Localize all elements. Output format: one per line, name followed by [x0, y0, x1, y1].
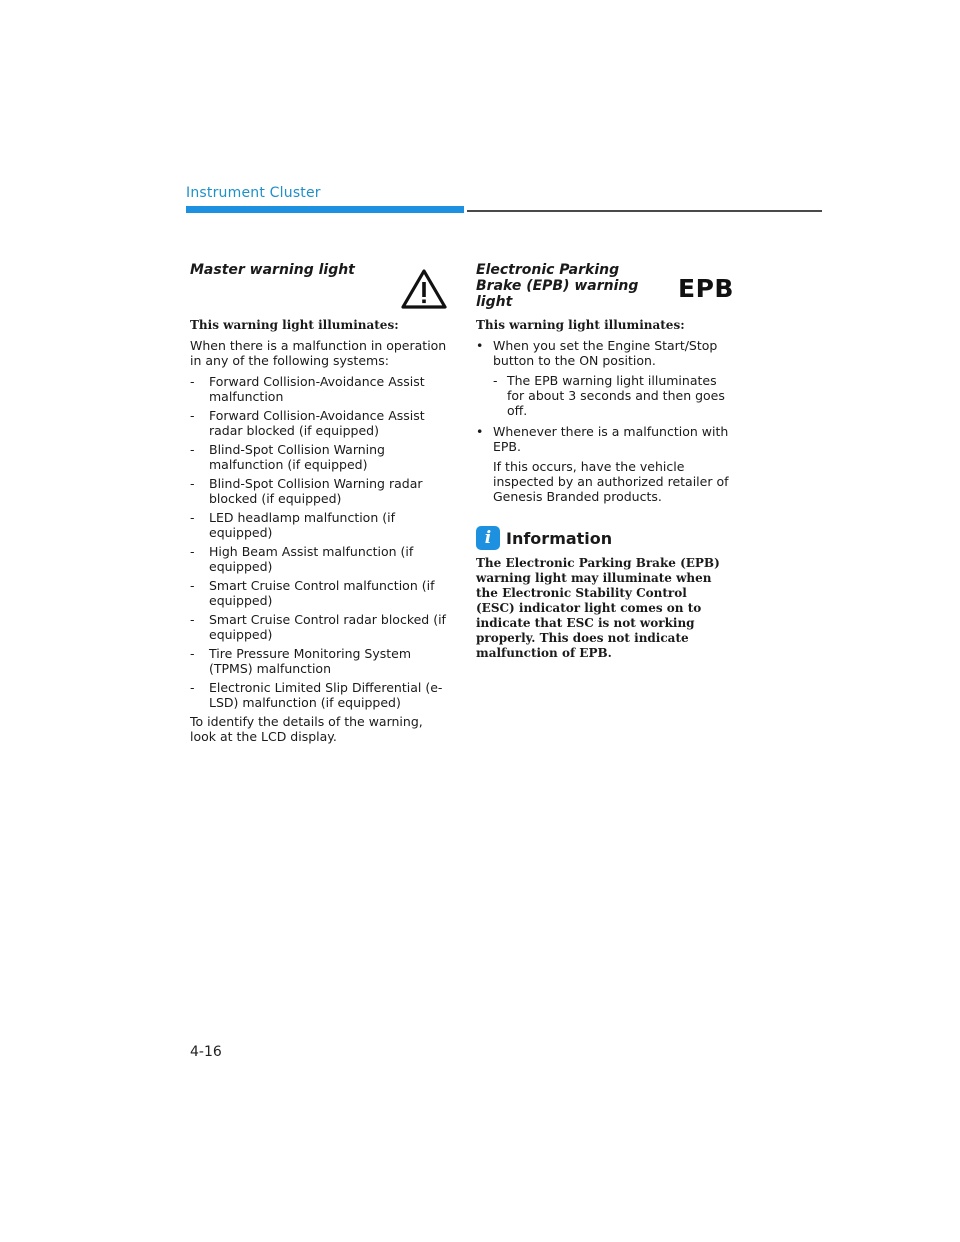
information-text: The Electronic Parking Brake (EPB) warning light may illuminate when the Electronic Stability Control (ESC) indicator light comes on to indicate that ESC is not working properly. This does not indicate malfunction of EPB.	[476, 556, 720, 660]
master-warning-heading	[190, 262, 448, 314]
outro-text: To identify the details of the warning, look at the LCD display.	[190, 714, 423, 744]
page-number: 4-16	[190, 1044, 222, 1060]
list-item: - LED headlamp malfunction (if equipped)	[190, 510, 448, 540]
information-title: Information	[506, 528, 613, 548]
list-item: - Blind-Spot Collision Warning radar blocked (if equipped)	[190, 476, 448, 506]
list-item: - Smart Cruise Control radar blocked (if equipped)	[190, 612, 448, 642]
list-item: - Tire Pressure Monitoring System (TPMS) malfunction	[190, 646, 448, 676]
list-item	[476, 338, 734, 418]
information-heading	[476, 526, 734, 550]
list-item: - Forward Collision-Avoidance Assist malfunction	[190, 374, 448, 404]
master-warning-section	[190, 262, 448, 750]
intro-text: When there is a malfunction in operation in any of the following systems:	[190, 338, 447, 368]
lead-text: This warning light illuminates:	[190, 318, 399, 332]
header-rule	[467, 210, 822, 212]
sub-list	[493, 373, 734, 418]
bullet-note: If this occurs, have the vehicle inspected by an authorized retailer of Genesis Branded products.	[493, 459, 729, 504]
epb-warning-section	[476, 262, 734, 661]
list-item	[476, 424, 734, 504]
epb-icon: EPB	[678, 274, 734, 303]
section-title: Electronic Parking Brake (EPB) warning light	[476, 262, 639, 310]
header-accent-bar	[186, 206, 464, 213]
epb-warning-heading	[476, 262, 734, 314]
malfunction-list	[190, 374, 448, 710]
list-item: - Smart Cruise Control malfunction (if equipped)	[190, 578, 448, 608]
bullet-text: When you set the Engine Start/Stop button to the ON position.	[493, 338, 718, 368]
epb-bullet-list	[476, 338, 734, 504]
sub-list-item: - The EPB warning light illuminates for about 3 seconds and then goes off.	[493, 373, 734, 418]
section-header-title: Instrument Cluster	[186, 185, 321, 201]
section-title: Master warning light	[190, 262, 355, 278]
list-item: - Forward Collision-Avoidance Assist radar blocked (if equipped)	[190, 408, 448, 438]
bullet-text: Whenever there is a malfunction with EPB.	[493, 424, 729, 454]
info-icon: i	[476, 526, 500, 550]
list-item: - Electronic Limited Slip Differential (e-LSD) malfunction (if equipped)	[190, 680, 448, 710]
list-item: - Blind-Spot Collision Warning malfunction (if equipped)	[190, 442, 448, 472]
warning-triangle-icon	[400, 268, 448, 310]
lead-text: This warning light illuminates:	[476, 318, 685, 332]
list-item: - High Beam Assist malfunction (if equipped)	[190, 544, 448, 574]
